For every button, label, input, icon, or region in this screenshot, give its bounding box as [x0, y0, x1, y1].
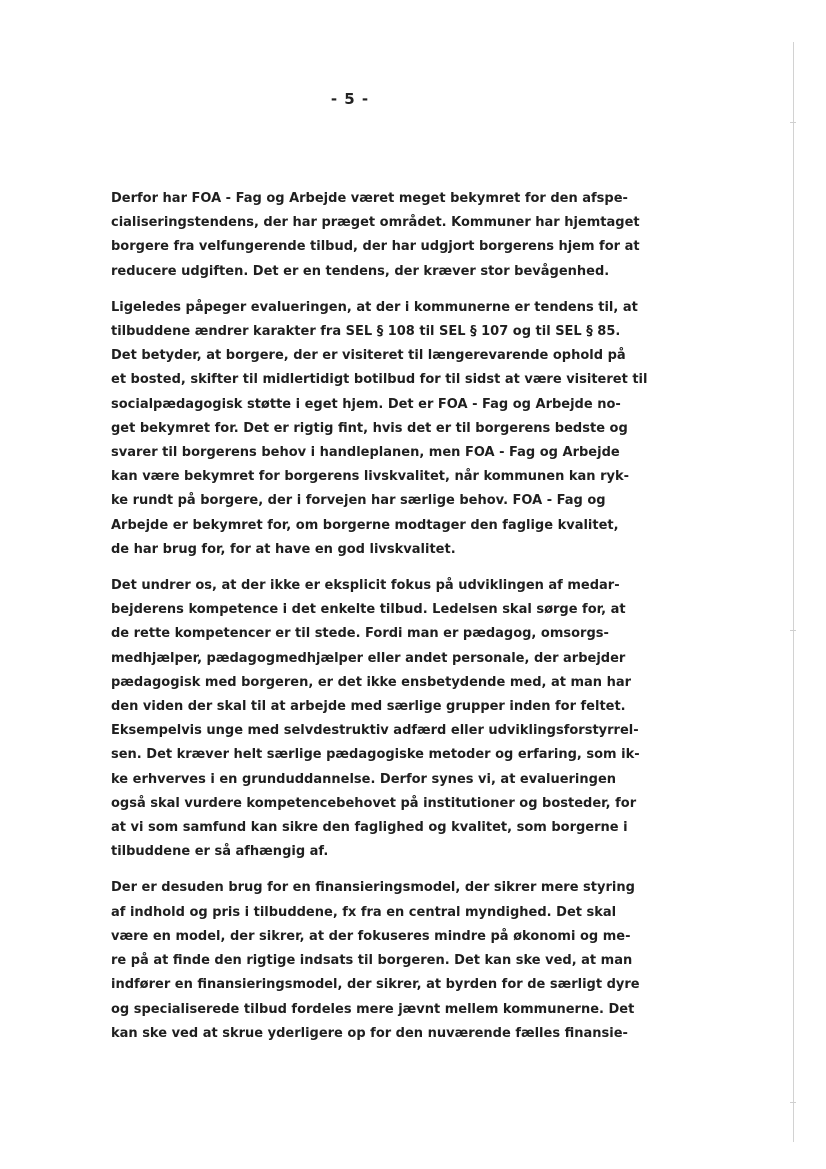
text-line: af indhold og pris i tilbuddene, fx fra en central myndighed. Det skal — [111, 904, 617, 920]
text-line: ke erhverves i en grunduddannelse. Derfor synes vi, at evalueringen — [111, 771, 617, 787]
scan-edge-tick — [790, 630, 796, 631]
paragraph-afspecialisering — [111, 187, 640, 284]
text-line: og specialiserede tilbud fordeles mere jævnt mellem kommunerne. Det — [111, 1001, 635, 1017]
text-line: de rette kompetencer er til stede. Fordi man er pædagog, omsorgs- — [111, 626, 609, 642]
text-line: ke rundt på borgere, der i forvejen har særlige behov. FOA - Fag og — [111, 493, 606, 509]
text-line: Arbejde er bekymret for, om borgerne modtager den faglige kvalitet, — [111, 517, 619, 533]
text-line: den viden der skal til at arbejde med særlige grupper inden for feltet. — [111, 699, 626, 715]
text-line: Det undrer os, at der ikke er eksplicit fokus på udviklingen af medar- — [111, 578, 620, 594]
text-line: sen. Det kræver helt særlige pædagogiske metoder og erfaring, som ik- — [111, 747, 640, 763]
text-line: også skal vurdere kompetencebehovet på institutioner og bosteder, for — [111, 795, 637, 811]
text-line: reducere udgiften. Det er en tendens, der kræver stor bevågenhed. — [111, 263, 610, 279]
text-line: et bosted, skifter til midlertidigt botilbud for til sidst at være visiteret til — [111, 372, 648, 388]
text-line: borgere fra velfungerende tilbud, der har udgjort borgerens hjem for at — [111, 239, 640, 255]
text-line: svarer til borgerens behov i handleplanen, men FOA - Fag og Arbejde — [111, 445, 620, 461]
text-line: tilbuddene er så afhængig af. — [111, 844, 329, 860]
text-line: at vi som samfund kan sikre den faglighed og kvalitet, som borgerne i — [111, 820, 628, 836]
text-line: re på at finde den rigtige indsats til borgeren. Det kan ske ved, at man — [111, 953, 633, 969]
text-line: indfører en finansieringsmodel, der sikrer, at byrden for de særligt dyre — [111, 977, 640, 993]
text-line: de har brug for, for at have en god livskvalitet. — [111, 541, 456, 557]
paragraph-tilbud-karakter — [111, 296, 648, 562]
body-text — [111, 187, 648, 1058]
text-line: socialpædagogisk støtte i eget hjem. Det er FOA - Fag og Arbejde no- — [111, 396, 621, 412]
text-line: tilbuddene ændrer karakter fra SEL § 108 til SEL § 107 og til SEL § 85. — [111, 324, 621, 340]
text-line: pædagogisk med borgeren, er det ikke ensbetydende med, at man har — [111, 674, 632, 690]
text-line: være en model, der sikrer, at der fokuseres mindre på økonomi og me- — [111, 928, 631, 944]
page-number: - 5 - — [330, 90, 370, 108]
text-line: kan være bekymret for borgerens livskvalitet, når kommunen kan ryk- — [111, 469, 630, 485]
text-line: Derfor har FOA - Fag og Arbejde været meget bekymret for den afspe- — [111, 191, 628, 206]
text-line: bejderens kompetence i det enkelte tilbud. Ledelsen skal sørge for, at — [111, 602, 626, 618]
paragraph-finansieringsmodel — [111, 876, 640, 1045]
text-line: kan ske ved at skrue yderligere op for den nuværende fælles finansie- — [111, 1025, 628, 1041]
text-line: cialiseringstendens, der har præget området. Kommuner har hjemtaget — [111, 215, 640, 231]
scan-edge-tick — [790, 1102, 796, 1103]
paragraph-kompetencer — [111, 574, 640, 864]
text-line: Det betyder, at borgere, der er visiteret til længerevarende ophold på — [111, 348, 626, 364]
text-line: medhjælper, pædagogmedhjælper eller andet personale, der arbejder — [111, 650, 626, 666]
text-line: Der er desuden brug for en finansieringsmodel, der sikrer mere styring — [111, 880, 635, 896]
scan-edge-tick — [790, 122, 796, 123]
text-line: Eksempelvis unge med selvdestruktiv adfærd eller udviklingsforstyrrel- — [111, 723, 639, 739]
text-line: get bekymret for. Det er rigtig fint, hvis det er til borgerens bedste og — [111, 420, 628, 436]
text-line: Ligeledes påpeger evalueringen, at der i kommunerne er tendens til, at — [111, 299, 638, 315]
scan-edge-line — [793, 42, 794, 1142]
